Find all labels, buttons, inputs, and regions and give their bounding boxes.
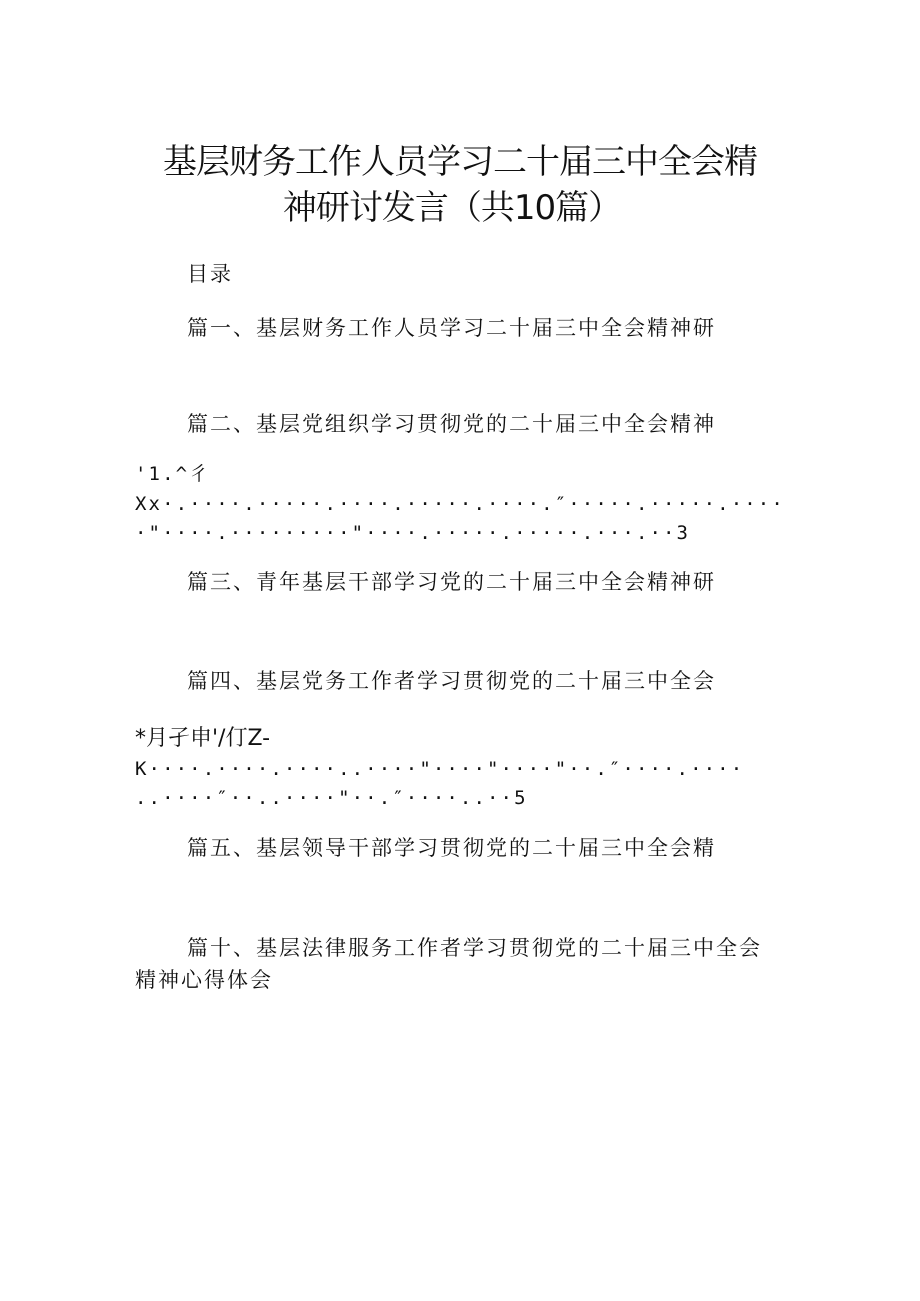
toc-entry-2-garbled-title: '1.^彳 <box>135 463 211 485</box>
toc-entry-4-dot-leader-page: ..····″··..····"··.″····..··5 <box>135 787 528 809</box>
toc-entry-2-dot-leader-page: ·"····.·········"····.·····.·····.···.··3 <box>135 522 691 544</box>
toc-entry-10: 篇十、基层法律服务工作者学习贯彻党的二十届三中全会 <box>187 936 762 960</box>
toc-heading: 目录 <box>187 262 233 286</box>
toc-entry-2-dot-leader: Xx·.····.·····.····.·····.····.″·····.·····.···· <box>135 493 785 515</box>
toc-entry-4-garbled-title: *月孑申'/仃Z- <box>135 726 271 751</box>
toc-entry-2: 篇二、基层党组织学习贯彻党的二十届三中全会精神 <box>187 412 716 436</box>
toc-entry-4: 篇四、基层党务工作者学习贯彻党的二十届三中全会 <box>187 669 716 693</box>
toc-entry-5: 篇五、基层领导干部学习贯彻党的二十届三中全会精 <box>187 836 716 860</box>
document-title-line-1: 基层财务工作人员学习二十届三中全会精 <box>163 142 757 182</box>
toc-entry-10-continuation: 精神心得体会 <box>135 968 273 992</box>
toc-entry-4-dot-leader: K····.····.····..····"····"····"··.″····.···· <box>135 758 745 780</box>
document-title-line-2: 神研讨发言（共10篇） <box>282 188 622 228</box>
toc-entry-3: 篇三、青年基层干部学习党的二十届三中全会精神研 <box>187 570 716 594</box>
toc-entry-1: 篇一、基层财务工作人员学习二十届三中全会精神研 <box>187 316 716 340</box>
